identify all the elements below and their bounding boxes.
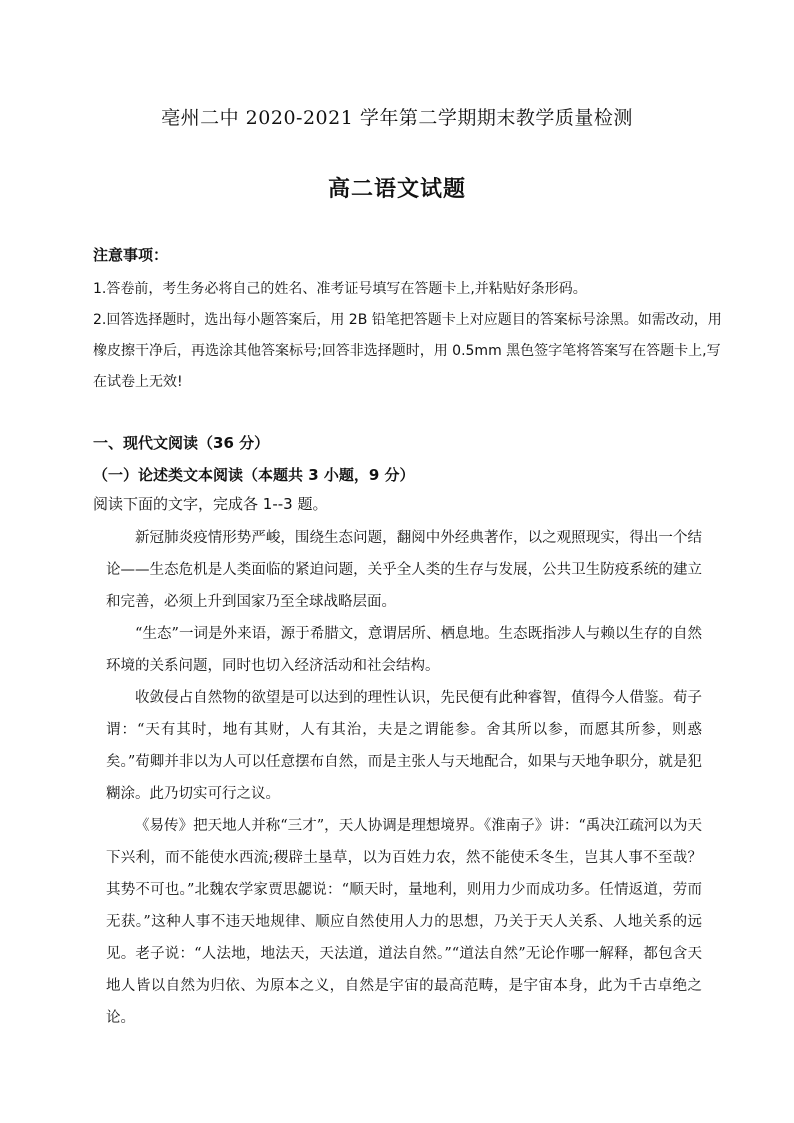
- passage-paragraph: 《易传》把天地人并称“三才”，天人协调是理想境界。《淮南子》讲：“禹决江疏河以为天下兴利，而不能使水西流;稷辟土垦草，以为百姓力农，然不能使禾冬生，岂其人事不至哉？其势不可也。”北魏农学家贾思勰说：“顺天时，量地利，则用力少而成功多。任情返道，劳而无获。”这种人事不违天地规律、顺应自然使用人力的思想，乃关于天人关系、人地关系的远见。老子说：“人法地，地法天，天法道，道法自然。”“道法自然”无论作哪一解释，都包含天地人皆以自然为归依、为原本之义，自然是宇宙的最高范畴，是宇宙本身，此为千古卓绝之论。: [106, 818, 702, 1026]
- note-item: 1.答卷前，考生务必将自己的姓名、准考证号填写在答题卡上,并粘贴好条形码。: [93, 281, 587, 297]
- section-heading: 一、现代文阅读（36 分）: [93, 434, 270, 452]
- notes-list: [93, 274, 723, 398]
- notes-heading: 注意事项：: [93, 246, 169, 264]
- sub-section-heading: （一）论述类文本阅读（本题共 3 小题，9 分）: [93, 466, 415, 484]
- passage-paragraph: 新冠肺炎疫情形势严峻，围绕生态问题，翻阅中外经典著作，以之观照现实，得出一个结论——生态危机是人类面临的紧迫问题，关乎全人类的生存与发展，公共卫生防疫系统的建立和完善，必须上升到国家乃至全球战略层面。: [106, 530, 702, 610]
- passage-paragraph: 收敛侵占自然物的欲望是可以达到的理性认识，先民便有此种睿智，值得今人借鉴。荀子谓：“天有其时，地有其财，人有其治，夫是之谓能参。舍其所以参，而愿其所参，则惑矣。”荀卿并非以为人可以任意摆布自然，而是主张人与天地配合，如果与天地争职分，就是犯糊涂。此乃切实可行之议。: [106, 690, 702, 802]
- paper-title: 高二语文试题: [327, 177, 466, 202]
- reading-passage: [106, 522, 702, 1034]
- school-title: 亳州二中 2020-2021 学年第二学期期末教学质量检测: [161, 107, 633, 129]
- note-item: 2.回答选择题时，选出每小题答案后，用 2B 铅笔把答题卡上对应题目的答案标号涂黑。如需改动，用橡皮擦干净后，再选涂其他答案标号;回答非选择题时，用 0.5mm 黑色签字笔将答案写在答题卡上,写在试卷上无效!: [93, 312, 722, 390]
- passage-paragraph: “生态”一词是外来语，源于希腊文，意谓居所、栖息地。生态既指涉人与赖以生存的自然环境的关系问题，同时也切入经济活动和社会结构。: [106, 626, 702, 674]
- reading-instruction: 阅读下面的文字，完成各 1--3 题。: [93, 495, 328, 513]
